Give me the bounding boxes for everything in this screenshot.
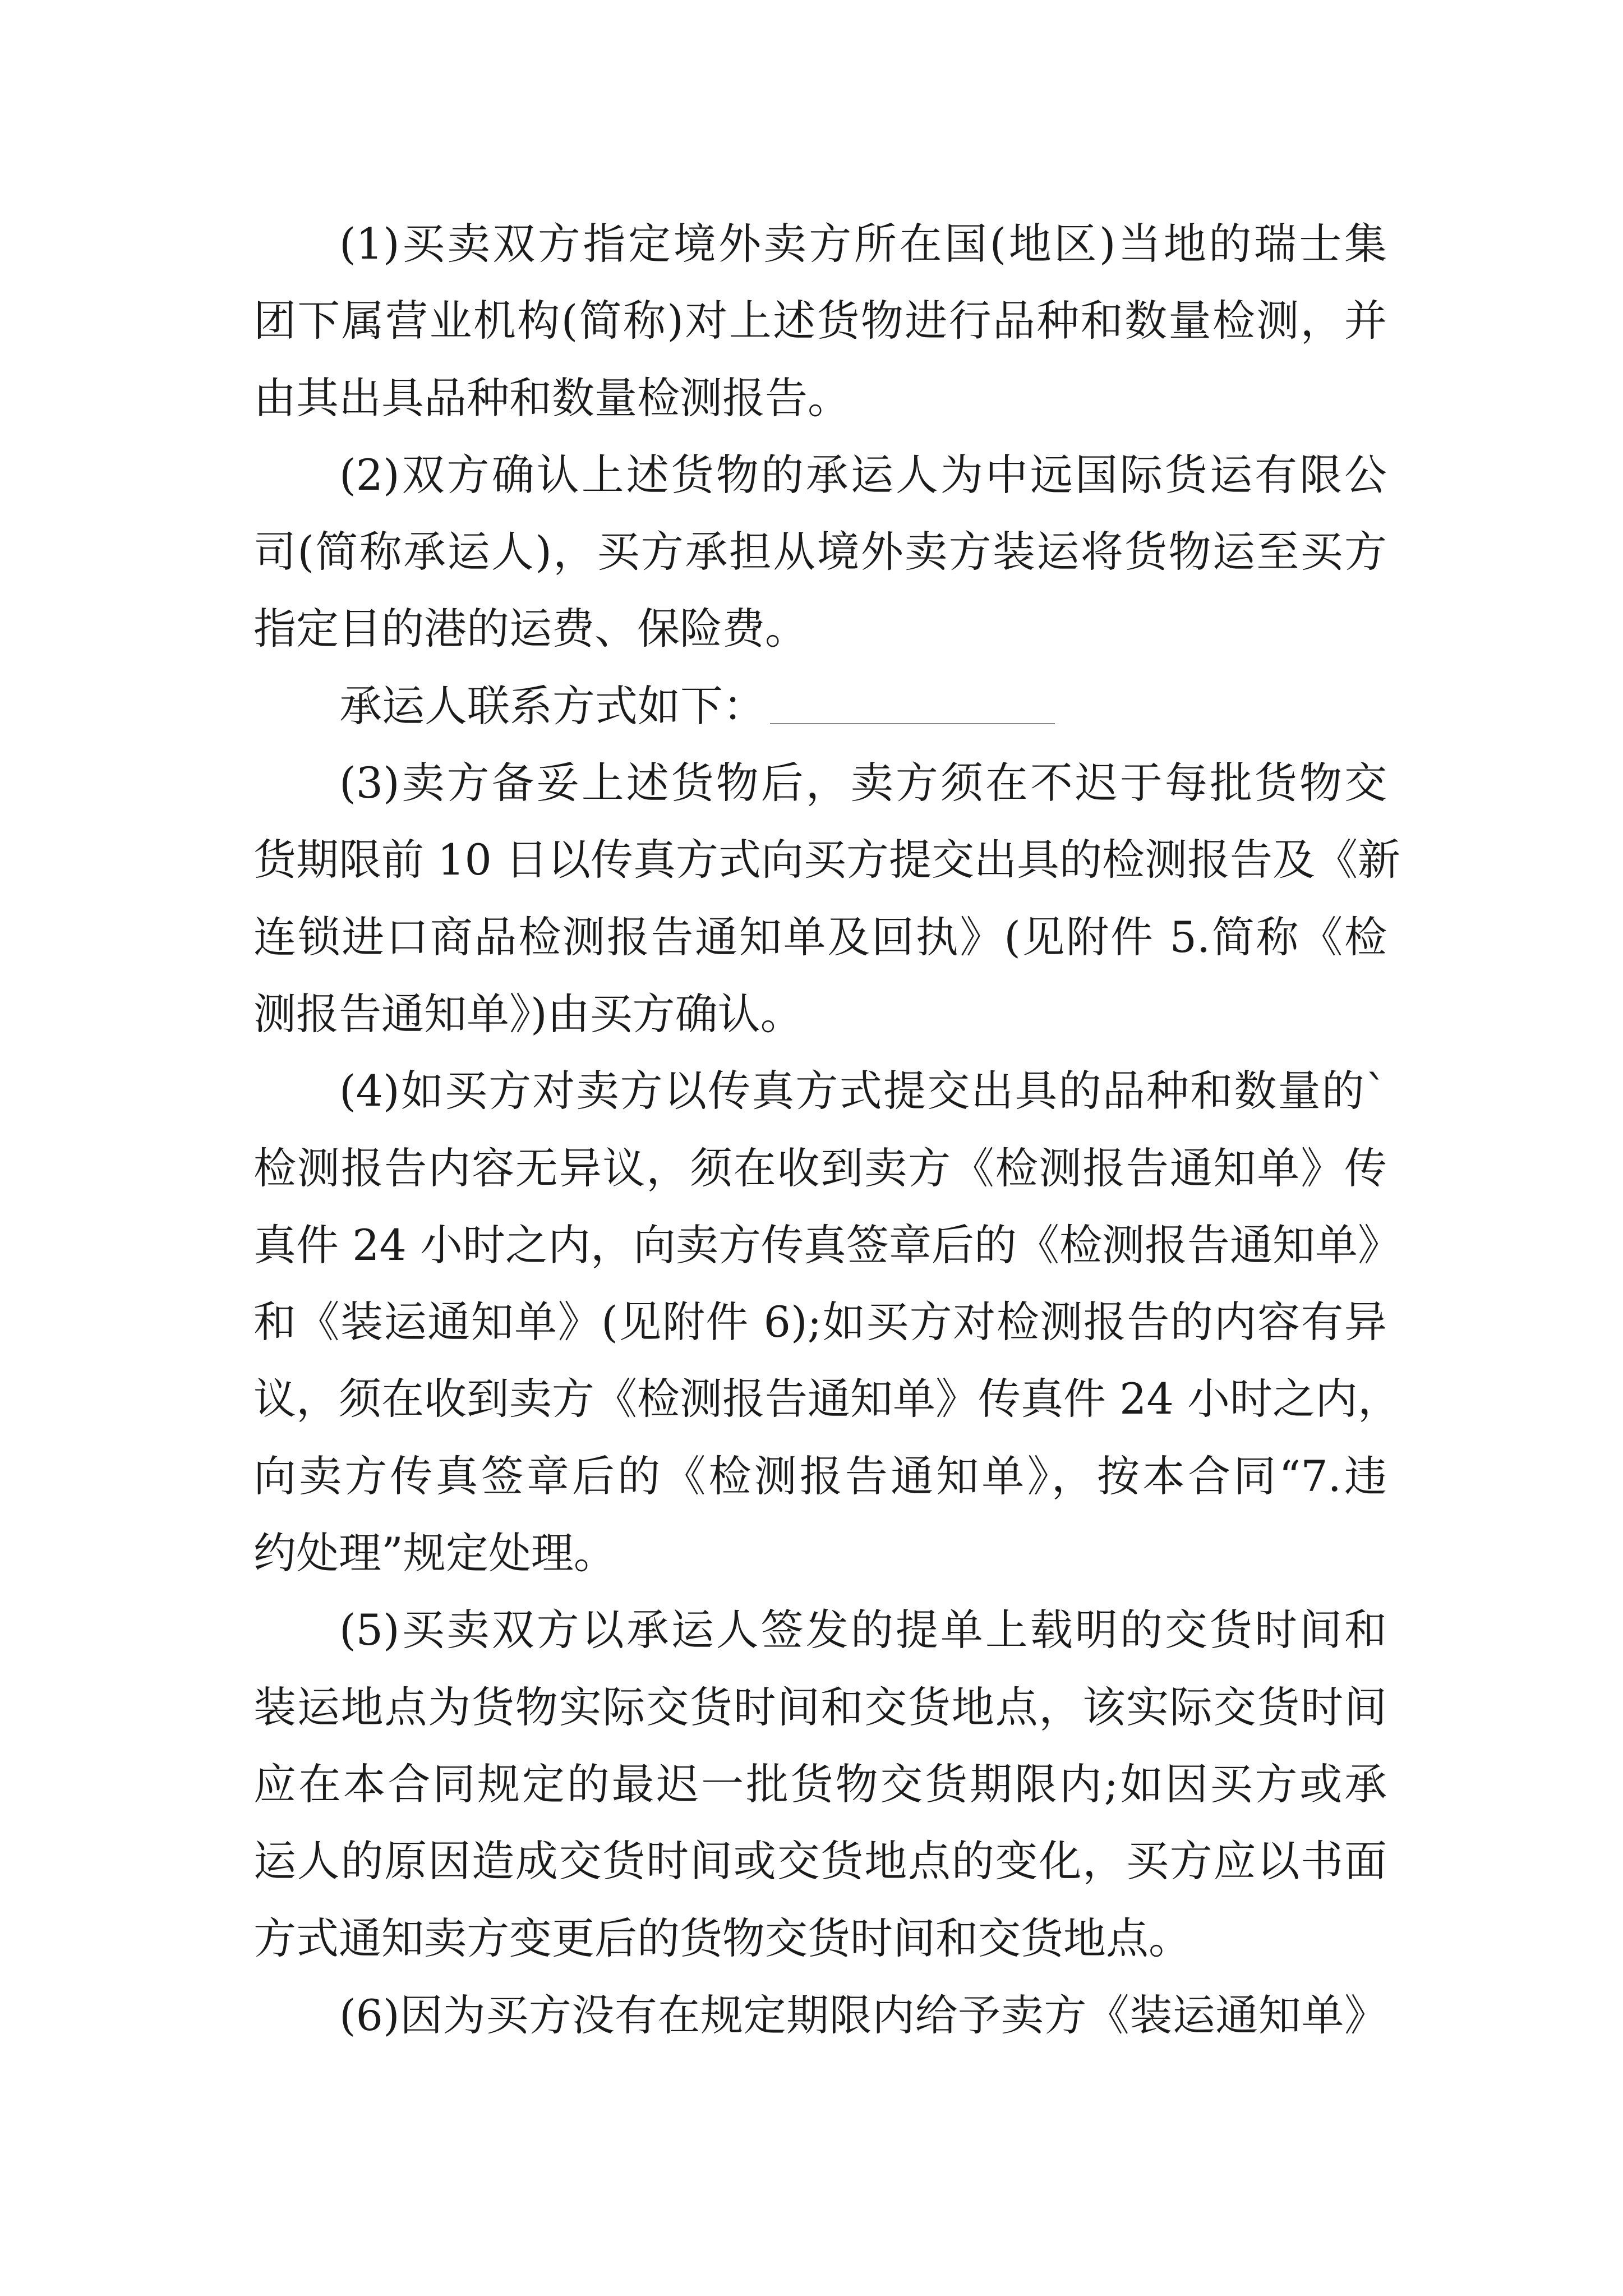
paragraph-clause-1 (253, 205, 1387, 436)
contact-blank-underline (770, 701, 1055, 724)
text-line: 约处理”规定处理。 (253, 1528, 616, 1579)
paragraph-carrier-contact (253, 668, 1387, 744)
paragraph-clause-2 (253, 436, 1387, 668)
text-line: 团下属营业机构(简称)对上述货物进行品种和数量检测，并 (253, 296, 1387, 346)
carrier-contact-line (253, 668, 1387, 744)
text-line: (6)因为买方没有在规定期限内给予卖方《装运通知单》 (339, 1990, 1387, 2040)
text-line: 货期限前 10 日以传真方式向买方提交出具的检测报告及《新 (253, 835, 1401, 885)
text-line: 应在本合同规定的最迟一批货物交货期限内;如因买方或承 (253, 1759, 1387, 1809)
text-line: 和《装运通知单》(见附件 6);如买方对检测报告的内容有异 (253, 1297, 1387, 1347)
text-line: 向卖方传真签章后的《检测报告通知单》，按本合同“7.违 (253, 1451, 1387, 1501)
text-line: 真件 24 小时之内，向卖方传真签章后的《检测报告通知单》 (253, 1220, 1401, 1270)
text-line: 检测报告内容无异议，须在收到卖方《检测报告通知单》传 (253, 1143, 1387, 1193)
document-body (253, 205, 1401, 2054)
text-line: (2)双方确认上述货物的承运人为中远国际货运有限公 (339, 449, 1387, 500)
text-line: (4)如买方对卖方以传真方式提交出具的品种和数量的` (339, 1066, 1387, 1116)
text-line: 方式通知卖方变更后的货物交货时间和交货地点。 (253, 1913, 1191, 1963)
paragraph-clause-6 (253, 1977, 1387, 2054)
text-line: 运人的原因造成交货时间或交货地点的变化，买方应以书面 (253, 1836, 1387, 1887)
paragraph-clause-3 (253, 744, 1401, 1052)
carrier-contact-label: 承运人联系方式如下： (339, 680, 766, 731)
paragraph-clause-4 (253, 1052, 1401, 1591)
text-line: (1)买卖双方指定境外卖方所在国(地区)当地的瑞士集 (339, 219, 1387, 269)
text-line: 指定目的港的运费、保险费。 (253, 604, 808, 654)
text-line: 由其出具品种和数量检测报告。 (253, 372, 850, 423)
text-line: (5)买卖双方以承运人签发的提单上载明的交货时间和 (339, 1605, 1387, 1655)
paragraph-clause-5 (253, 1591, 1387, 1976)
text-line: 装运地点为货物实际交货时间和交货地点，该实际交货时间 (253, 1682, 1387, 1732)
text-line: 议，须在收到卖方《检测报告通知单》传真件 24 小时之内， (253, 1374, 1401, 1424)
text-line: 测报告通知单》)由买方确认。 (253, 988, 803, 1039)
text-line: (3)卖方备妥上述货物后，卖方须在不迟于每批货物交 (339, 758, 1387, 808)
text-line: 司(简称承运人)，买方承担从境外卖方装运将货物运至买方 (253, 527, 1387, 577)
text-line: 连锁进口商品检测报告通知单及回执》(见附件 5.简称《检 (253, 912, 1387, 962)
